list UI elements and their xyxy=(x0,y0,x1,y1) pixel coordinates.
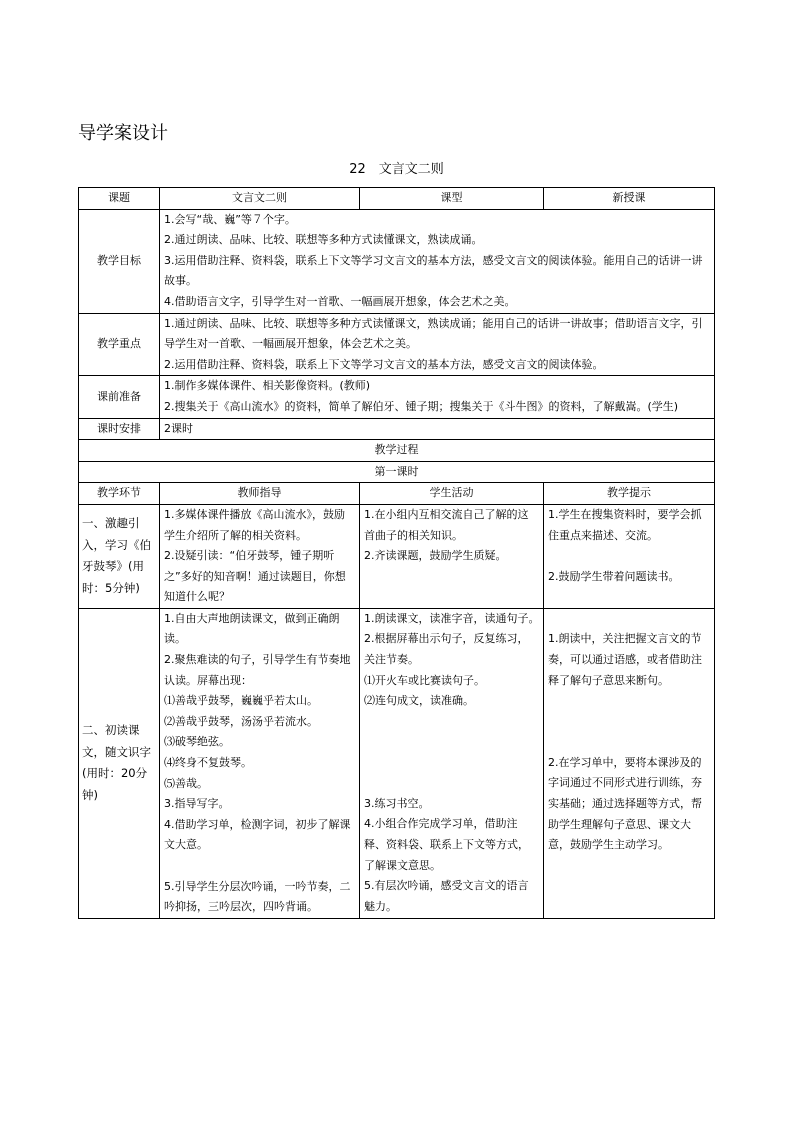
label-topic: 课题 xyxy=(79,188,160,210)
tips-cell xyxy=(544,504,715,608)
tips-cell xyxy=(544,608,715,918)
label-hours: 课时安排 xyxy=(79,418,160,440)
document-title: 导学案设计 xyxy=(78,123,168,144)
tip-item: 2.在学习单中，要将本课涉及的字词通过不同形式进行训练，夯实基础；通过选择题等方式，帮助学生理解句子意思、课文大意，鼓励学生主动学习。 xyxy=(548,755,702,852)
lesson-title: 22 文言文二则 xyxy=(349,162,444,177)
label-goals: 教学目标 xyxy=(79,209,160,313)
prep-item: 1.制作多媒体课件、相关影像资料。(教师) xyxy=(164,379,371,393)
prep-content xyxy=(160,376,715,418)
teacher-step: 1.自由大声地朗读课文，做到正确朗读。 xyxy=(164,611,340,646)
table-row xyxy=(79,440,715,462)
focus-item: 1.通过朗读、品味、比较、联想等多种方式读懂课文，熟读成诵；能用自己的话讲一讲故事；借助语言文字，引导学生对一首歌、一幅画展开想象，体会艺术之美。 xyxy=(164,316,703,351)
table-row xyxy=(79,376,715,418)
tip-item: 2.鼓励学生带着问题读书。 xyxy=(548,569,680,583)
student-step: ⑵连句成文，读准确。 xyxy=(364,694,474,708)
teacher-step: 4.借助学习单，检测字词，初步了解课文大意。 xyxy=(164,817,351,852)
value-lesson-type: 新授课 xyxy=(544,188,715,210)
column-header: 教学提示 xyxy=(544,483,715,505)
student-step: 1.在小组内互相交流自己了解的这首曲子的相关知识。 xyxy=(364,507,529,542)
table-row xyxy=(79,608,715,918)
stage-cell: 二、初读课文，随文识字(用时：20分钟) xyxy=(79,608,160,918)
label-prep: 课前准备 xyxy=(79,376,160,418)
table-row xyxy=(79,461,715,483)
hours-value: 2课时 xyxy=(160,418,715,440)
period-title: 第一课时 xyxy=(79,461,715,483)
value-topic: 文言文二则 xyxy=(160,188,360,210)
table-row xyxy=(79,209,715,313)
teacher-step: ⑷终身不复鼓琴。 xyxy=(164,756,252,770)
teacher-step: ⑴善哉乎鼓琴，巍巍乎若太山。 xyxy=(164,694,318,708)
student-step: 2.齐读课题，鼓励学生质疑。 xyxy=(364,549,507,563)
teacher-step: 1.多媒体课件播放《高山流水》，鼓励学生介绍所了解的相关资料。 xyxy=(164,507,345,542)
table-row xyxy=(79,188,715,210)
goal-item: 1.会写“哉、巍”等７个字。 xyxy=(164,212,296,226)
teacher-cell xyxy=(160,504,360,608)
goal-item: 2.通过朗读、品味、比较、联想等多种方式读懂课文，熟读成诵。 xyxy=(164,233,483,247)
label-focus: 教学重点 xyxy=(79,313,160,376)
tip-item: 1.学生在搜集资料时，要学会抓住重点来描述、交流。 xyxy=(548,507,702,542)
column-header: 教学环节 xyxy=(79,483,160,505)
focus-content xyxy=(160,313,715,376)
teacher-step: ⑵善哉乎鼓琴，汤汤乎若流水。 xyxy=(164,714,318,728)
goal-item: 4.借助语言文字，引导学生对一首歌、一幅画展开想象，体会艺术之美。 xyxy=(164,294,516,308)
table-row xyxy=(79,504,715,608)
column-header: 教师指导 xyxy=(160,483,360,505)
process-title: 教学过程 xyxy=(79,440,715,462)
table-header-row xyxy=(79,483,715,505)
student-step: 1.朗读课文，读准字音，读通句子。 xyxy=(364,611,539,625)
student-step: ⑴开火车或比赛读句子。 xyxy=(364,673,485,687)
stage-cell: 一、激趣引入，学习《伯牙鼓琴》(用时：5分钟) xyxy=(79,504,160,608)
teacher-step: ⑸善哉。 xyxy=(164,776,208,790)
teacher-step: 2.设疑引读：“伯牙鼓琴，锺子期听之”多好的知音啊！通过读题目，你想知道什么呢？ xyxy=(164,549,346,604)
student-cell xyxy=(360,608,544,918)
label-lesson-type: 课型 xyxy=(360,188,544,210)
teacher-step: 5.引导学生分层次吟诵，一吟节奏，二吟抑扬，三吟层次，四吟背诵。 xyxy=(164,879,351,914)
teacher-cell xyxy=(160,608,360,918)
student-step: 5.有层次吟诵，感受文言文的语言魅力。 xyxy=(364,879,529,913)
lesson-plan-table xyxy=(78,187,715,919)
teacher-step: 3.指导写字。 xyxy=(164,797,230,811)
focus-item: 2.运用借助注释、资料袋，联系上下文等学习文言文的基本方法，感受文言文的阅读体验。 xyxy=(164,357,604,371)
tip-item: 1.朗读中，关注把握文言文的节奏，可以通过语感，或者借助注释了解句子意思来断句。 xyxy=(548,632,702,687)
goal-item: 3.运用借助注释、资料袋，联系上下文等学习文言文的基本方法，感受文言文的阅读体验。能用自己的话讲一讲故事。 xyxy=(164,253,703,288)
column-header: 学生活动 xyxy=(360,483,544,505)
student-step: 4.小组合作完成学习单，借助注释、资料袋、联系上下文等方式，了解课文意思。 xyxy=(364,817,529,872)
student-step: 2.根据屏幕出示句子，反复练习，关注节奏。 xyxy=(364,632,529,667)
table-row xyxy=(79,418,715,440)
teacher-step: 2.聚焦难读的句子，引导学生有节奏地认读。屏幕出现： xyxy=(164,653,351,687)
teacher-step: ⑶破琴绝弦。 xyxy=(164,735,230,749)
student-step: 3.练习书空。 xyxy=(364,796,430,810)
prep-item: 2.搜集关于《高山流水》的资料，简单了解伯牙、锺子期；搜集关于《斗牛图》的资料，了解戴嵩。(学生) xyxy=(164,399,679,413)
student-cell xyxy=(360,504,544,608)
table-row xyxy=(79,313,715,376)
goals-content xyxy=(160,209,715,313)
